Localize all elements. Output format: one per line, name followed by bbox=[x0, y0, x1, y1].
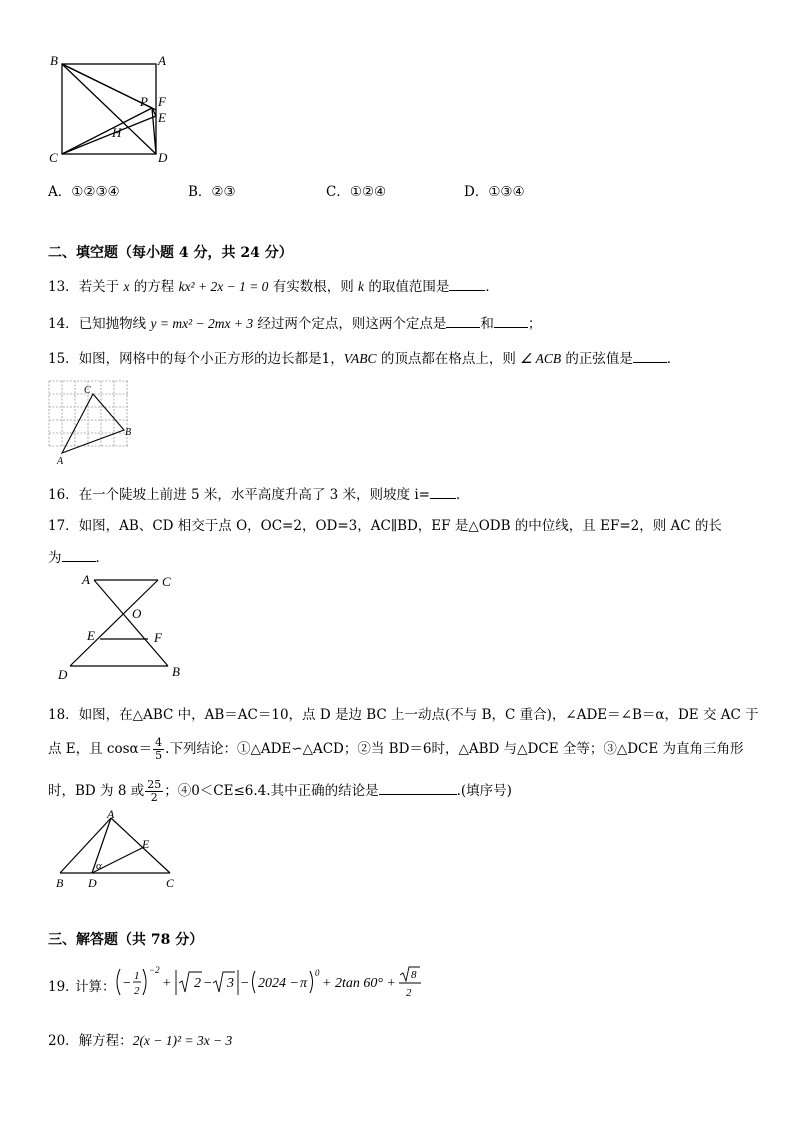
svg-text:3: 3 bbox=[227, 976, 234, 991]
label-E: E bbox=[87, 628, 95, 643]
section-heading-fill-in: 二、填空题（每小题 4 分，共 24 分） bbox=[48, 245, 293, 261]
question-13 bbox=[48, 275, 499, 295]
fraction-25-2 bbox=[145, 779, 163, 804]
text: 的方程 bbox=[129, 279, 179, 295]
svg-text:0: 0 bbox=[315, 968, 320, 978]
text: 的取值范围是 bbox=[364, 279, 450, 295]
q17-figure bbox=[50, 568, 200, 683]
question-number: 14． bbox=[48, 316, 79, 332]
text: 经过两个定点，则这两个定点是 bbox=[253, 316, 447, 332]
svg-text:8: 8 bbox=[411, 969, 417, 981]
label-C: C bbox=[49, 150, 58, 165]
label-A: A bbox=[57, 456, 64, 467]
text: 若关于 bbox=[78, 279, 124, 295]
section-heading-answers: 三、解答题（共 78 分） bbox=[48, 932, 204, 948]
text: 点 E，且 cosα＝ bbox=[48, 741, 153, 757]
option-letter: C． bbox=[326, 184, 350, 200]
triangle-symbol: VABC bbox=[343, 351, 377, 366]
question-label: 计算： bbox=[75, 979, 116, 995]
label-B: B bbox=[56, 876, 64, 890]
svg-text:1: 1 bbox=[134, 970, 140, 982]
label-H: H bbox=[112, 125, 122, 140]
option-d[interactable] bbox=[464, 180, 525, 200]
label-D: D bbox=[158, 150, 168, 165]
text: 在一个陡坡上前进 5 米，水平高度升高了 3 米，则坡度 i= bbox=[78, 487, 430, 503]
equation: y = mx² − 2mx + 3 bbox=[150, 316, 254, 331]
text: 时，BD 为 8 或 bbox=[48, 783, 145, 799]
text: 已知抛物线 bbox=[78, 316, 151, 332]
label-A: A bbox=[107, 807, 115, 821]
q18-figure bbox=[50, 806, 190, 894]
option-text: ①③④ bbox=[488, 184, 525, 200]
svg-text:+ 2tan 60° +: + 2tan 60° + bbox=[322, 976, 396, 991]
var-k: k bbox=[358, 279, 365, 294]
text: ； bbox=[527, 316, 542, 332]
svg-text:−: − bbox=[122, 976, 132, 991]
question-number: 13． bbox=[48, 279, 79, 295]
option-text: ②③ bbox=[211, 184, 236, 200]
denominator: 5 bbox=[155, 749, 163, 762]
fraction-4-5 bbox=[153, 737, 164, 762]
svg-text:−: − bbox=[203, 976, 213, 991]
label-B: B bbox=[125, 427, 132, 438]
question-18-line-3 bbox=[48, 779, 512, 804]
text: 为 bbox=[48, 550, 62, 566]
label-alpha: α bbox=[96, 860, 102, 872]
question-15 bbox=[48, 347, 680, 367]
q19-expression bbox=[114, 965, 454, 1003]
var-x: x bbox=[123, 279, 130, 294]
label-O: O bbox=[132, 606, 142, 621]
question-20 bbox=[48, 1029, 232, 1049]
svg-text:−2: −2 bbox=[149, 965, 160, 975]
text: 的顶点都在格点上，则 bbox=[376, 351, 521, 367]
text: 如图，AB、CD 相交于点 O，OC=2，OD=3，AC∥BD，EF 是△ODB 的中位线，且 EF=2，则 AC 的长 bbox=[78, 518, 722, 534]
svg-text:−: − bbox=[240, 976, 250, 991]
answer-blank-1[interactable] bbox=[446, 315, 480, 328]
answer-blank[interactable] bbox=[430, 486, 456, 499]
numerator: 25 bbox=[147, 778, 162, 791]
option-b[interactable] bbox=[188, 180, 236, 200]
question-number: 15． bbox=[48, 351, 79, 367]
text: ． bbox=[95, 550, 109, 566]
text: 如图，在△ABC 中，AB＝AC＝10，点 D 是边 BC 上一动点(不与 B，C 重合)，∠ADE＝∠B＝α，DE 交 AC 于 bbox=[78, 707, 759, 723]
question-17-line-1 bbox=[48, 514, 722, 534]
question-number: 20． bbox=[48, 1033, 79, 1049]
label-B: B bbox=[50, 53, 58, 68]
label-E: E bbox=[142, 837, 150, 851]
option-letter: D． bbox=[464, 184, 489, 200]
svg-text:+: + bbox=[162, 976, 172, 991]
label-A: A bbox=[82, 572, 90, 587]
denominator: 2 bbox=[150, 791, 158, 804]
text: ． bbox=[485, 279, 499, 295]
label-C: C bbox=[166, 876, 175, 890]
label-A: A bbox=[158, 53, 166, 68]
text: ． bbox=[455, 487, 470, 503]
question-number: 18． bbox=[48, 707, 79, 723]
text: 和 bbox=[480, 316, 494, 332]
answer-blank[interactable] bbox=[379, 782, 457, 795]
label-D: D bbox=[88, 876, 97, 890]
option-letter: A． bbox=[48, 184, 72, 200]
answer-blank[interactable] bbox=[633, 350, 667, 363]
answer-blank[interactable] bbox=[62, 549, 96, 562]
question-16 bbox=[48, 483, 469, 503]
svg-text:2: 2 bbox=[194, 976, 201, 991]
text: 的正弦值是 bbox=[561, 351, 633, 367]
svg-text:2: 2 bbox=[406, 987, 412, 999]
label-C: C bbox=[84, 385, 91, 396]
question-number: 16． bbox=[48, 487, 79, 503]
question-18-line-1 bbox=[48, 703, 759, 723]
text: 如图，网格中的每个小正方形的边长都是1， bbox=[78, 351, 344, 367]
question-number: 19． bbox=[48, 979, 79, 995]
question-number: 17． bbox=[48, 518, 79, 534]
text: .下列结论：①△ADE∽△ACD；②当 BD＝6时，△ABD 与△DCE 全等；③△DCE 为直角三角形 bbox=[165, 741, 744, 757]
label-E: E bbox=[158, 110, 166, 125]
label-F: F bbox=[154, 630, 162, 645]
option-letter: B． bbox=[188, 184, 212, 200]
label-F: F bbox=[158, 94, 166, 109]
text: 有实数根，则 bbox=[268, 279, 359, 295]
svg-text:2024 −: 2024 − bbox=[258, 976, 299, 991]
answer-blank[interactable] bbox=[449, 278, 485, 291]
label-D: D bbox=[58, 667, 68, 682]
svg-text:2: 2 bbox=[134, 985, 140, 997]
equation: kx² + 2x − 1 = 0 bbox=[178, 279, 269, 294]
question-label: 解方程： bbox=[78, 1033, 133, 1049]
label-P: P bbox=[140, 94, 148, 109]
text: .(填序号) bbox=[456, 783, 512, 799]
question-18-line-2 bbox=[48, 737, 744, 762]
option-text: ①②③④ bbox=[71, 184, 120, 200]
option-a[interactable] bbox=[48, 180, 120, 200]
text: ． bbox=[666, 351, 681, 367]
angle-symbol: ∠ ACB bbox=[520, 351, 562, 366]
text: ；④0＜CE≤6.4.其中正确的结论是 bbox=[164, 783, 379, 799]
numerator: 4 bbox=[155, 736, 163, 749]
label-C: C bbox=[162, 574, 171, 589]
answer-blank-2[interactable] bbox=[494, 315, 528, 328]
option-c[interactable] bbox=[326, 180, 386, 200]
question-14 bbox=[48, 312, 541, 332]
svg-text:π: π bbox=[300, 976, 308, 991]
q15-grid-figure bbox=[44, 378, 144, 468]
option-text: ①②④ bbox=[349, 184, 387, 200]
question-17-line-2 bbox=[48, 546, 109, 566]
q12-square-figure bbox=[40, 50, 180, 170]
equation: 2(x − 1)² = 3x − 3 bbox=[132, 1033, 233, 1048]
label-B: B bbox=[172, 664, 180, 679]
